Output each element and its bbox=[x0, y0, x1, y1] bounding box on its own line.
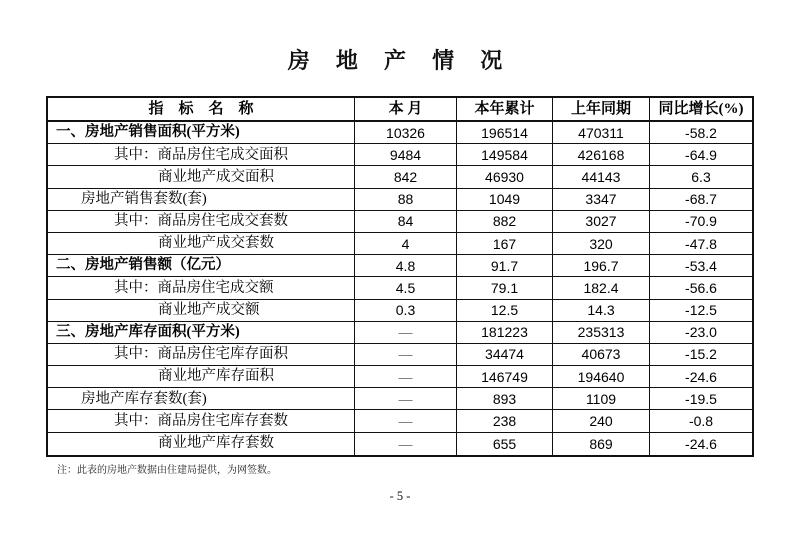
cell-ytd: 149584 bbox=[457, 144, 553, 166]
cell-last-year: 182.4 bbox=[553, 277, 650, 299]
cell-last-year: 470311 bbox=[553, 122, 650, 144]
row-label: 房地产库存套数(套) bbox=[48, 388, 355, 410]
cell-ytd: 181223 bbox=[457, 322, 553, 344]
cell-yoy: -0.8 bbox=[650, 410, 752, 432]
cell-month: — bbox=[355, 366, 457, 388]
cell-last-year: 320 bbox=[553, 233, 650, 255]
cell-month: 842 bbox=[355, 166, 457, 188]
row-label: 商业地产库存面积 bbox=[48, 366, 355, 388]
table-row bbox=[48, 433, 752, 455]
table-row bbox=[48, 189, 752, 211]
table-header-row bbox=[48, 98, 752, 122]
cell-month: — bbox=[355, 433, 457, 455]
header-year-to-date: 本年累计 bbox=[457, 98, 553, 122]
cell-last-year: 240 bbox=[553, 410, 650, 432]
cell-yoy: -56.6 bbox=[650, 277, 752, 299]
cell-last-year: 14.3 bbox=[553, 300, 650, 322]
row-label: 其中：商品房住宅库存面积 bbox=[48, 344, 355, 366]
row-label: 商业地产成交额 bbox=[48, 300, 355, 322]
table-row bbox=[48, 277, 752, 299]
cell-yoy: -53.4 bbox=[650, 255, 752, 277]
cell-ytd: 196514 bbox=[457, 122, 553, 144]
cell-yoy: -58.2 bbox=[650, 122, 752, 144]
cell-month: — bbox=[355, 322, 457, 344]
cell-month: 9484 bbox=[355, 144, 457, 166]
cell-last-year: 40673 bbox=[553, 344, 650, 366]
page-title: 房 地 产 情 况 bbox=[287, 48, 513, 73]
cell-yoy: -15.2 bbox=[650, 344, 752, 366]
cell-yoy: -24.6 bbox=[685, 435, 717, 452]
row-label: 商业地产成交套数 bbox=[48, 233, 355, 255]
cell-yoy: -23.0 bbox=[650, 322, 752, 344]
cell-month: 4.5 bbox=[355, 277, 457, 299]
table-row bbox=[48, 233, 752, 255]
table-row bbox=[48, 255, 752, 277]
table-row bbox=[48, 344, 752, 366]
cell-month: 88 bbox=[355, 189, 457, 211]
row-label: 其中：商品房住宅成交套数 bbox=[48, 211, 355, 233]
cell-last-year: 426168 bbox=[553, 144, 650, 166]
cell-last-year: 196.7 bbox=[553, 255, 650, 277]
header-same-period-last-year: 上年同期 bbox=[553, 98, 650, 122]
cell-yoy: -70.9 bbox=[650, 211, 752, 233]
cell-yoy: -47.8 bbox=[650, 233, 752, 255]
table-row bbox=[48, 388, 752, 410]
header-yoy-growth: 同比增长(%) bbox=[650, 98, 752, 122]
cell-last-year: 44143 bbox=[553, 166, 650, 188]
cell-month: 10326 bbox=[355, 122, 457, 144]
table-row bbox=[48, 300, 752, 322]
table-row bbox=[48, 144, 752, 166]
cell-month: — bbox=[355, 388, 457, 410]
cell-last-year: 194640 bbox=[553, 366, 650, 388]
cell-ytd: 238 bbox=[457, 410, 553, 432]
cell-ytd: 46930 bbox=[457, 166, 553, 188]
cell-last-year: 3027 bbox=[553, 211, 650, 233]
footnote: 注：此表的房地产数据由住建局提供，为网签数。 bbox=[57, 465, 277, 476]
cell-ytd: 91.7 bbox=[457, 255, 553, 277]
cell-ytd: 34474 bbox=[457, 344, 553, 366]
table-row bbox=[48, 410, 752, 432]
cell-yoy: -12.5 bbox=[650, 300, 752, 322]
row-label: 其中：商品房住宅成交面积 bbox=[48, 144, 355, 166]
cell-month: — bbox=[355, 344, 457, 366]
row-label: 商业地产成交面积 bbox=[48, 166, 355, 188]
header-indicator-name: 指 标 名 称 bbox=[48, 98, 355, 122]
cell-ytd: 893 bbox=[457, 388, 553, 410]
cell-last-year: 3347 bbox=[553, 189, 650, 211]
cell-month: 4.8 bbox=[355, 255, 457, 277]
table-row bbox=[48, 211, 752, 233]
cell-ytd: 167 bbox=[457, 233, 553, 255]
cell-yoy: 6.3 bbox=[650, 166, 752, 188]
cell-ytd: 1049 bbox=[457, 189, 553, 211]
cell-month: 4 bbox=[355, 233, 457, 255]
row-label: 二、房地产销售额（亿元） bbox=[48, 255, 355, 277]
cell-ytd: 12.5 bbox=[457, 300, 553, 322]
cell-ytd: 146749 bbox=[457, 366, 553, 388]
cell-month: — bbox=[355, 410, 457, 432]
cell-ytd: 655 bbox=[457, 433, 553, 455]
table-row bbox=[48, 166, 752, 188]
row-label: 其中：商品房住宅成交额 bbox=[48, 277, 355, 299]
row-label: 房地产销售套数(套) bbox=[48, 189, 355, 211]
row-label: 一、房地产销售面积(平方米) bbox=[48, 122, 355, 144]
cell-last-year: 1109 bbox=[553, 388, 650, 410]
cell-ytd: 79.1 bbox=[457, 277, 553, 299]
cell-yoy: -64.9 bbox=[650, 144, 752, 166]
page-number: - 5 - bbox=[389, 489, 411, 503]
cell-yoy: -19.5 bbox=[650, 388, 752, 410]
table-row bbox=[48, 122, 752, 144]
table-row bbox=[48, 322, 752, 344]
row-label: 三、房地产库存面积(平方米) bbox=[48, 322, 355, 344]
cell-yoy: -24.6 bbox=[650, 366, 752, 388]
real-estate-table bbox=[46, 96, 754, 457]
cell-ytd: 882 bbox=[457, 211, 553, 233]
cell-last-year: 869 bbox=[553, 433, 650, 455]
cell-yoy: -68.7 bbox=[650, 189, 752, 211]
cell-month: 84 bbox=[355, 211, 457, 233]
row-label: 商业地产库存套数 bbox=[48, 433, 355, 455]
header-current-month: 本 月 bbox=[355, 98, 457, 122]
cell-last-year: 235313 bbox=[553, 322, 650, 344]
cell-month: 0.3 bbox=[355, 300, 457, 322]
table-row bbox=[48, 366, 752, 388]
row-label: 其中：商品房住宅库存套数 bbox=[48, 410, 355, 432]
